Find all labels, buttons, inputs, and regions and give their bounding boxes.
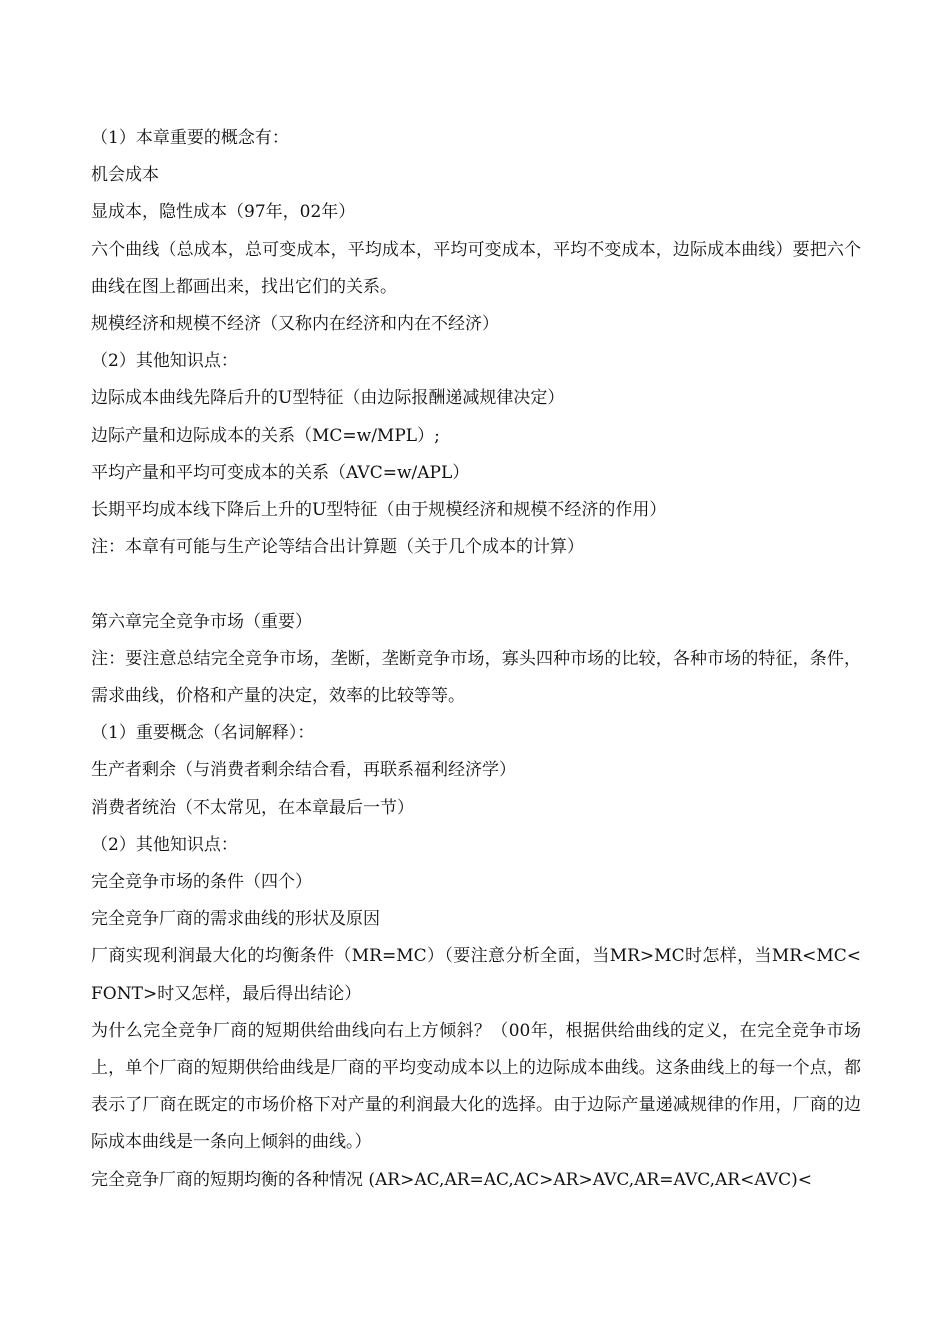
section2-line-7: 完全竞争市场的条件（四个） <box>91 872 312 893</box>
section2-line-10: 为什么完全竞争厂商的短期供给曲线向右上方倾斜？（00年，根据供给曲线的定义，在完全竞争市场上，单个厂商的短期供给曲线是厂商的平均变动成本以上的边际成本曲线。这条曲线上的每一个点，都表示了厂商在既定的市场价格下对产量的利润最大化的选择。由于边际产量递减规律的作用，厂商的边际成本曲线是一条向上倾斜的曲线。） <box>91 1020 861 1153</box>
section1-line-5: 规模经济和规模不经济（又称内在经济和内在不经济） <box>91 314 499 335</box>
section2-line-3: （1）重要概念（名词解释）： <box>91 723 315 744</box>
section1-line-6: （2）其他知识点： <box>91 351 238 372</box>
section2-line-4: 生产者剩余（与消费者剩余结合看，再联系福利经济学） <box>91 760 516 781</box>
section1-line-4: 六个曲线（总成本，总可变成本，平均成本，平均可变成本，平均不变成本，边际成本曲线）要把六个曲线在图上都画出来，找出它们的关系。 <box>91 239 861 297</box>
section2-line-5: 消费者统治（不太常见，在本章最后一节） <box>91 797 414 818</box>
section1-line-1: （1）本章重要的概念有： <box>91 128 289 148</box>
section2-line-11: 完全竞争厂商的短期均衡的各种情况 (AR>AC,AR=AC,AC>AR>AVC,AR=AVC,AR<AVC)< <box>91 1169 812 1190</box>
section2-line-8: 完全竞争厂商的需求曲线的形状及原因 <box>91 909 380 930</box>
document-page <box>91 120 861 1199</box>
section1-line-7: 边际成本曲线先降后升的U型特征（由边际报酬递减规律决定） <box>91 388 565 409</box>
section2-line-9: 厂商实现利润最大化的均衡条件（MR=MC）（要注意分析全面，当MR>MC时怎样，当MR<MC< FONT>时又怎样，最后得出结论） <box>91 946 861 1004</box>
section-gap <box>91 566 861 603</box>
section1-line-3: 显成本，隐性成本（97年，02年） <box>91 202 356 223</box>
section1-line-11: 注：本章有可能与生产论等结合出计算题（关于几个成本的计算） <box>91 537 584 558</box>
section1-line-9: 平均产量和平均可变成本的关系（AVC=w/APL） <box>91 462 470 483</box>
section1-line-10: 长期平均成本线下降后上升的U型特征（由于规模经济和规模不经济的作用） <box>91 500 667 521</box>
section1-line-2: 机会成本 <box>91 165 159 186</box>
section1-line-8: 边际产量和边际成本的关系（MC=w/MPL）; <box>91 425 440 446</box>
section2-line-2: 注：要注意总结完全竞争市场，垄断，垄断竞争市场，寡头四种市场的比较，各种市场的特征，条件，需求曲线，价格和产量的决定，效率的比较等等。 <box>91 648 861 707</box>
section2-heading: 第六章完全竞争市场（重要） <box>91 611 312 632</box>
section2-line-6: （2）其他知识点： <box>91 834 238 855</box>
